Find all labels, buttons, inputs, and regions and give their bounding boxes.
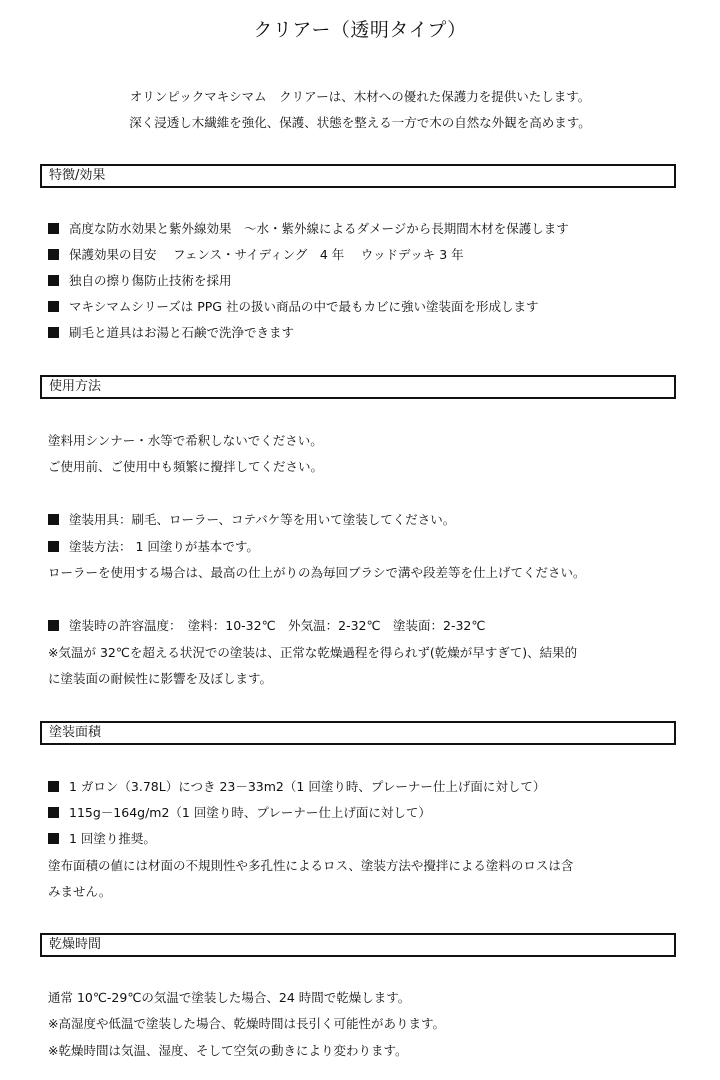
coverage-note: 塗布面積の値には材面の不規則性や多孔性によるロス、塗装方法や攪拌による塗料のロスは含	[48, 858, 574, 873]
usage-method-item: 塗装方法： 1 回塗りが基本です。	[48, 538, 688, 556]
drying-note: ※乾燥時間は気温、湿度、そして空気の動きにより変わります。	[48, 1043, 408, 1058]
intro-line-2: 深く浸透し木繊維を強化、保護、状態を整える一方で木の自然な外観を高めます。	[129, 115, 591, 130]
feature-item: 刷毛と道具はお湯と石鹸で洗浄できます	[48, 324, 688, 342]
feature-item: 保護効果の目安 フェンス・サイディング 4 年 ウッドデッキ 3 年	[48, 246, 688, 264]
page-title: クリアー（透明タイプ）	[253, 19, 467, 41]
coverage-item: 1 回塗り推奨。	[48, 830, 688, 848]
intro-line-1: オリンピックマキシマム クリアーは、木材への優れた保護力を提供いたします。	[129, 89, 591, 104]
bullet-square-icon	[48, 807, 59, 818]
bullet-square-icon	[48, 541, 59, 552]
bullet-square-icon	[48, 275, 59, 286]
bullet-square-icon	[48, 620, 59, 631]
feature-item: マキシマムシリーズは PPG 社の扱い商品の中で最もカビに強い塗装面を形成します	[48, 298, 688, 316]
bullet-square-icon	[48, 327, 59, 338]
usage-roller-note: ローラーを使用する場合は、最高の仕上がりの為毎回ブラシで溝や段差等を仕上げてください。	[48, 565, 586, 580]
usage-note: 塗料用シンナー・水等で希釈しないでください。	[48, 433, 323, 448]
section-heading-coverage: 塗装面積	[40, 721, 676, 745]
section-heading-drying: 乾燥時間	[40, 933, 676, 957]
usage-temperature-item: 塗装時の許容温度： 塗料：10-32℃ 外気温：2-32℃ 塗装面：2-32℃	[48, 617, 688, 635]
drying-note: ※高湿度や低温で塗装した場合、乾燥時間は長引く可能性があります。	[48, 1016, 445, 1031]
bullet-square-icon	[48, 223, 59, 234]
bullet-square-icon	[48, 514, 59, 525]
coverage-item: 115g－164g/m2（1 回塗り時、プレーナー仕上げ面に対して）	[48, 804, 688, 822]
drying-note: 通常 10℃-29℃の気温で塗装した場合、24 時間で乾燥します。	[48, 990, 411, 1005]
bullet-square-icon	[48, 249, 59, 260]
usage-temperature-note: に塗装面の耐候性に影響を及ぼします。	[48, 671, 273, 686]
section-heading-usage: 使用方法	[40, 375, 676, 399]
feature-item: 独自の擦り傷防止技術を採用	[48, 272, 688, 290]
coverage-item: 1 ガロン（3.78L）につき 23－33m2（1 回塗り時、プレーナー仕上げ面に対して）	[48, 778, 688, 796]
bullet-square-icon	[48, 301, 59, 312]
usage-temperature-note: ※気温が 32℃を超える状況での塗装は、正常な乾燥過程を得られず(乾燥が早すぎて)、結果的	[48, 645, 578, 660]
usage-tools-item: 塗装用具：刷毛、ローラー、コテバケ等を用いて塗装してください。	[48, 511, 688, 529]
usage-note: ご使用前、ご使用中も頻繁に攪拌してください。	[48, 459, 324, 474]
bullet-square-icon	[48, 833, 59, 844]
bullet-square-icon	[48, 781, 59, 792]
coverage-note: みません。	[48, 884, 112, 899]
feature-item: 高度な防水効果と紫外線効果 ～水・紫外線によるダメージから長期間木材を保護します	[48, 220, 688, 238]
section-heading-features: 特徴/効果	[40, 164, 676, 188]
